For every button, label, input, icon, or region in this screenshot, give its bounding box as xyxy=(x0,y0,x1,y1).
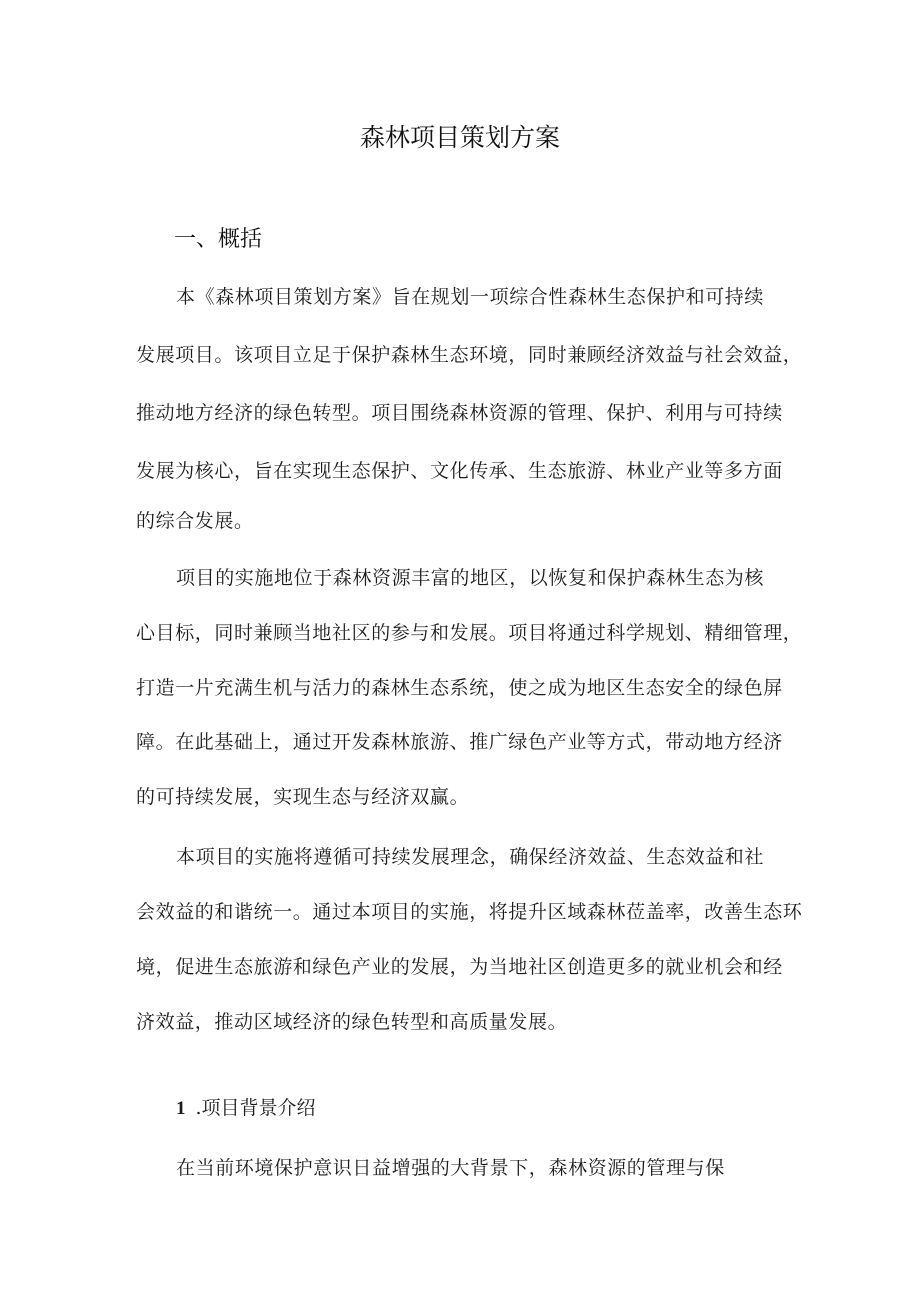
document-title: 森林项目策划方案 xyxy=(359,123,560,152)
subsection-heading-background xyxy=(176,1093,316,1124)
text-line: 的综合发展。 xyxy=(136,510,254,532)
text-line: 心目标，同时兼顾当地社区的参与和发展。项目将通过科学规划、精细管理， xyxy=(136,622,803,644)
text-line: 的可持续发展，实现生态与经济双赢。 xyxy=(136,786,470,808)
subsection-title: .项目背景介绍 xyxy=(195,1097,316,1119)
text-line: 障。在此基础上，通过开发森林旅游、推广绿色产业等方式，带动地方经济 xyxy=(136,731,783,753)
text-line: 济效益，推动区域经济的绿色转型和高质量发展。 xyxy=(136,1011,568,1033)
section-heading-overview: 一、概括 xyxy=(174,227,263,252)
text-line: 打造一片充满生机与活力的森林生态系统，使之成为地区生态安全的绿色屏 xyxy=(136,677,783,699)
text-line: 会效益的和谐统一。通过本项目的实施，将提升区域森林莅盖率，改善生态环 xyxy=(136,901,803,923)
text-line: 本《森林项目策划方案》旨在规划一项综合性森林生态保护和可持续 xyxy=(176,286,765,308)
text-line: 本项目的实施将遵循可持续发展理念，确保经济效益、生态效益和社 xyxy=(176,846,765,868)
subsection-number: 1 xyxy=(176,1098,186,1119)
text-line: 推动地方经济的绿色转型。项目围绕森林资源的管理、保护、利用与可持续 xyxy=(136,402,783,424)
text-line: 在当前环境保护意识日益增强的大背景下，森林资源的管理与保 xyxy=(176,1157,725,1179)
text-line: 发展项目。该项目立足于保护森林生态环境，同时兼顾经济效益与社会效益， xyxy=(136,344,803,366)
text-line: 项目的实施地位于森林资源丰富的地区，以恢复和保护森林生态为核 xyxy=(176,567,765,589)
text-line: 发展为核心，旨在实现生态保护、文化传承、生态旅游、林业产业等多方面 xyxy=(136,460,783,482)
text-line: 境，促进生态旅游和绿色产业的发展，为当地社区创造更多的就业机会和经 xyxy=(136,956,783,978)
